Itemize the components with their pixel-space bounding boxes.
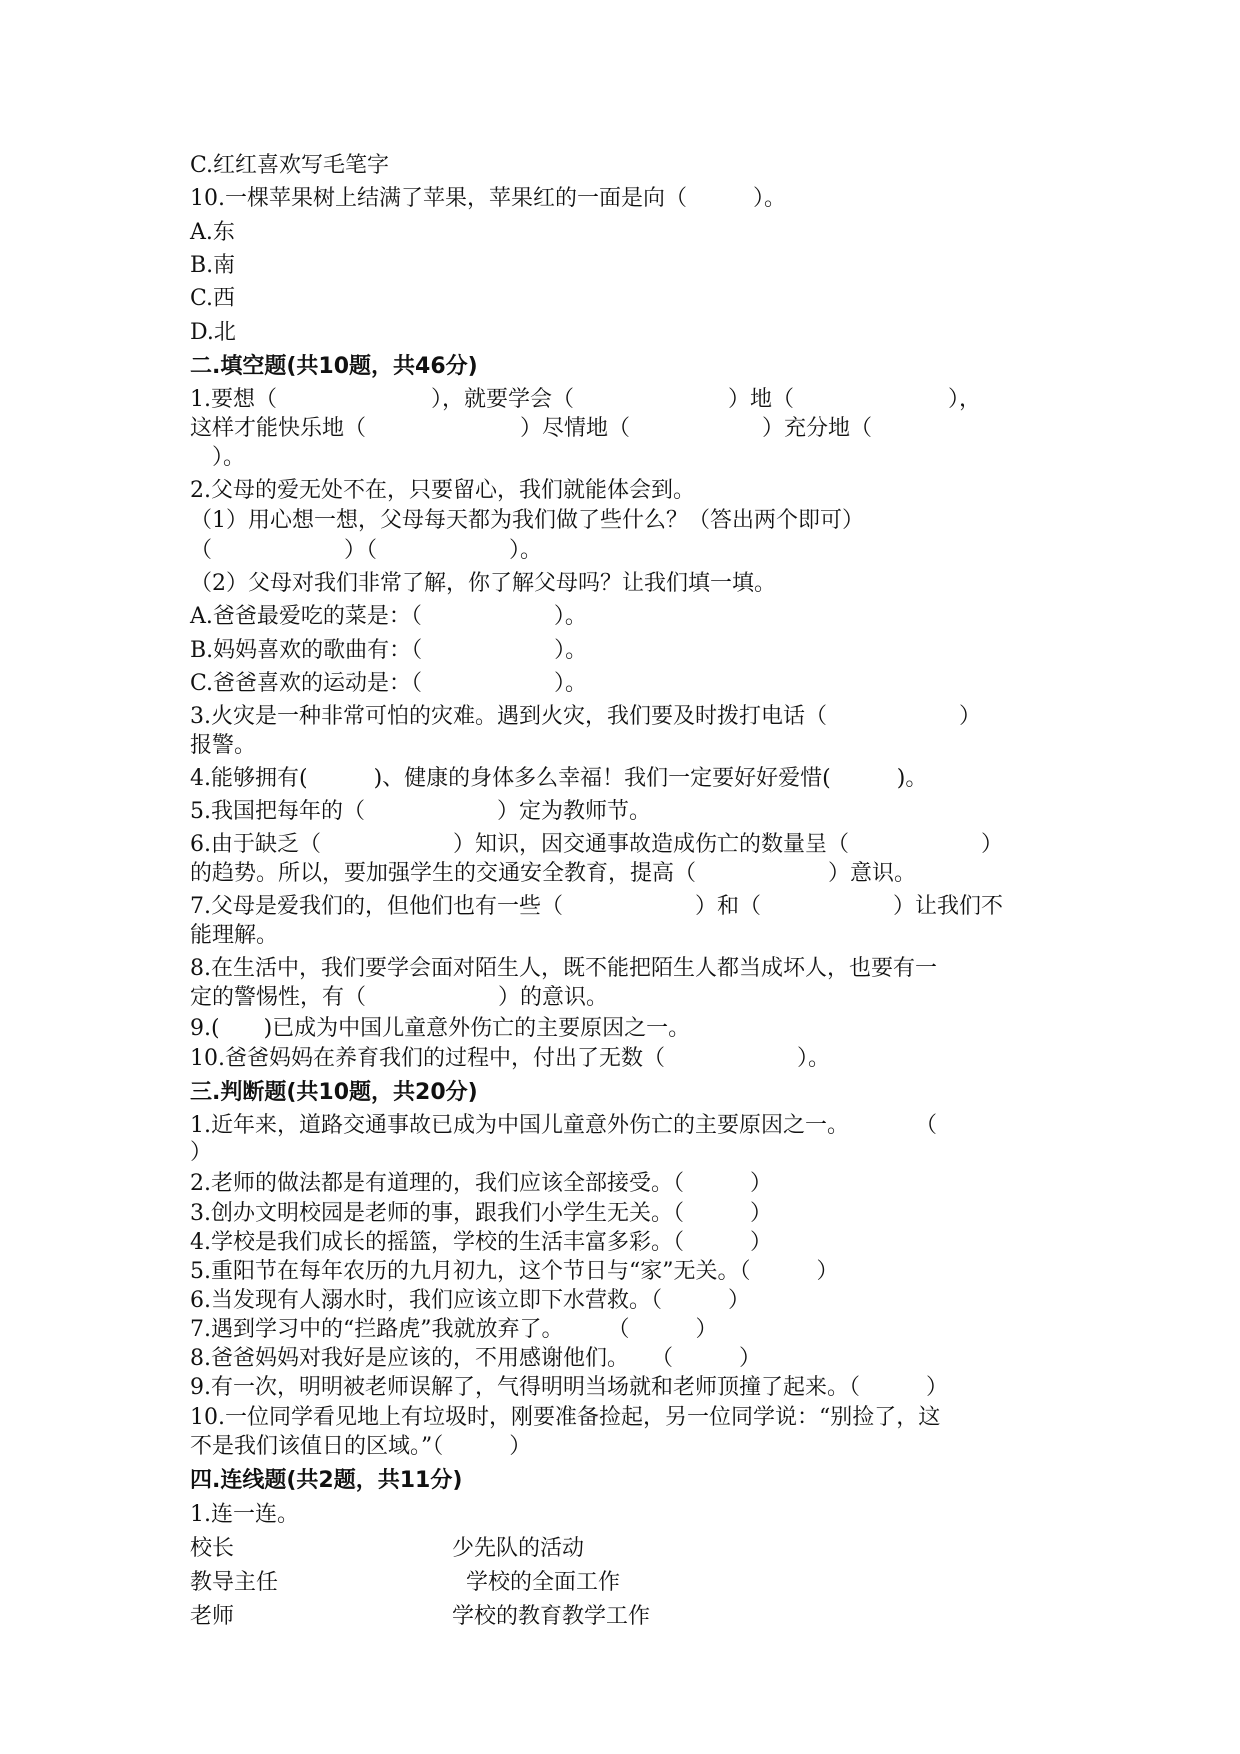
- s2-line: （1）用心想一想，父母每天都为我们做了些什么？（答出两个即可）: [190, 508, 864, 533]
- s2-line: A.爸爸最爱吃的菜是：（ ）。: [190, 604, 587, 629]
- q10-option-d: D.北: [190, 320, 236, 345]
- s3-line: 不是我们该值日的区域。”（ ）: [190, 1434, 532, 1459]
- s3-line: 7.遇到学习中的“拦路虎”我就放弃了。 （ ）: [190, 1317, 718, 1342]
- s2-line: 6.由于缺乏（ ）知识，因交通事故造成伤亡的数量呈（ ）: [190, 832, 1003, 857]
- s3-line: 2.老师的做法都是有道理的，我们应该全部接受。（ ）: [190, 1171, 772, 1196]
- q10-stem: 10.一棵苹果树上结满了苹果，苹果红的一面是向（ ）。: [190, 186, 786, 211]
- match-right-item: 少先队的活动: [452, 1536, 585, 1561]
- s3-line: 1.近年来，道路交通事故已成为中国儿童意外伤亡的主要原因之一。 （: [190, 1113, 937, 1138]
- s2-line: 报警。: [190, 733, 257, 758]
- s2-line: 10.爸爸妈妈在养育我们的过程中，付出了无数（ ）。: [190, 1046, 830, 1071]
- s2-line: ）。: [190, 445, 246, 470]
- match-right-item: 学校的教育教学工作: [452, 1604, 651, 1629]
- section4-heading: 四.连线题(共2题，共11分): [190, 1468, 463, 1493]
- s3-line: ）: [190, 1140, 213, 1165]
- s2-line: 这样才能快乐地（ ）尽情地（ ）充分地（: [190, 416, 873, 441]
- s2-line: 1.要想（ ），就要学会（ ）地（ ），: [190, 387, 981, 412]
- s2-line: 4.能够拥有( )、健康的身体多么幸福！我们一定要好好爱惜( )。: [190, 766, 928, 791]
- s2-line: 8.在生活中，我们要学会面对陌生人，既不能把陌生人都当成坏人，也要有一: [190, 956, 937, 981]
- match-left-item: 教导主任: [190, 1570, 279, 1595]
- section3-heading: 三.判断题(共10题，共20分): [190, 1080, 478, 1105]
- q10-option-b: B.南: [190, 253, 236, 278]
- match-left-item: 校长: [190, 1536, 235, 1561]
- s2-line: 的趋势。所以，要加强学生的交通安全教育，提高（ ）意识。: [190, 861, 917, 886]
- s3-line: 5.重阳节在每年农历的九月初九，这个节日与“家”无关。（ ）: [190, 1259, 839, 1284]
- s2-line: C.爸爸喜欢的运动是：（ ）。: [190, 671, 588, 696]
- s3-line: 6.当发现有人溺水时，我们应该立即下水营救。（ ）: [190, 1288, 750, 1313]
- s2-line: 能理解。: [190, 923, 279, 948]
- s2-line: 7.父母是爱我们的，但他们也有一些（ ）和（ ）让我们不: [190, 894, 1003, 919]
- section2-heading: 二.填空题(共10题，共46分): [190, 354, 478, 379]
- s2-line: 定的警惕性，有（ ）的意识。: [190, 985, 609, 1010]
- s2-line: B.妈妈喜欢的歌曲有：（ ）。: [190, 638, 588, 663]
- s2-line: 9.( )已成为中国儿童意外伤亡的主要原因之一。: [190, 1016, 691, 1041]
- s3-line: 4.学校是我们成长的摇篮，学校的生活丰富多彩。（ ）: [190, 1230, 772, 1255]
- s2-line: 3.火灾是一种非常可怕的灾难。遇到火灾，我们要及时拨打电话（ ）: [190, 704, 981, 729]
- s2-line: （2）父母对我们非常了解，你了解父母吗？让我们填一填。: [190, 571, 776, 596]
- s3-line: 8.爸爸妈妈对我好是应该的，不用感谢他们。 （ ）: [190, 1346, 761, 1371]
- s4-q1-stem: 1.连一连。: [190, 1502, 299, 1527]
- match-right-item: 学校的全面工作: [466, 1570, 621, 1595]
- q10-option-c: C.西: [190, 286, 236, 311]
- s3-line: 9.有一次，明明被老师误解了，气得明明当场就和老师顶撞了起来。（ ）: [190, 1375, 948, 1400]
- s3-line: 3.创办文明校园是老师的事，跟我们小学生无关。（ ）: [190, 1201, 772, 1226]
- s2-line: 2.父母的爱无处不在，只要留心，我们就能体会到。: [190, 478, 695, 503]
- q9-option-c: C.红红喜欢写毛笔字: [190, 153, 390, 178]
- match-left-item: 老师: [190, 1604, 235, 1629]
- s3-line: 10.一位同学看见地上有垃圾时，刚要准备捡起，另一位同学说：“别捡了，这: [190, 1405, 941, 1430]
- s2-line: （ ）（ ）。: [190, 538, 543, 563]
- s2-line: 5.我国把每年的（ ）定为教师节。: [190, 799, 651, 824]
- q10-option-a: A.东: [190, 220, 235, 245]
